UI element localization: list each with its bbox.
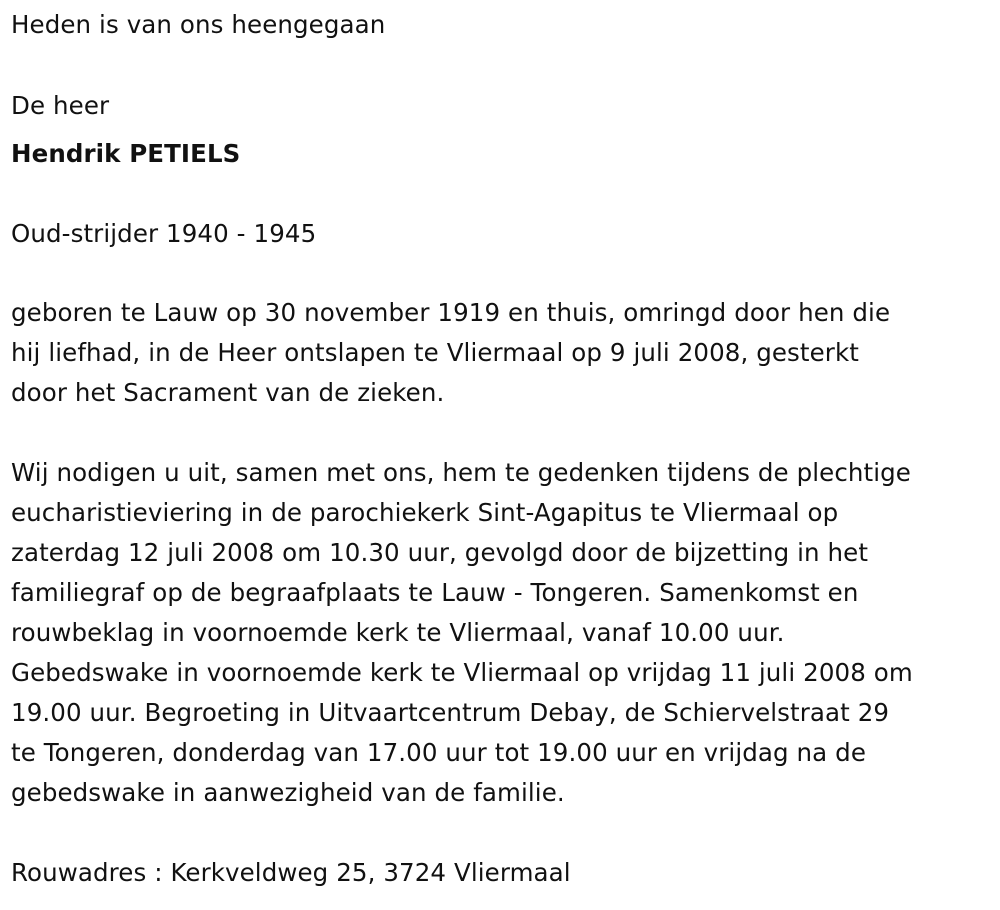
paragraph-line: geboren te Lauw op 30 november 1919 en thuis, omringd door hen die bbox=[11, 298, 891, 327]
ceremony-paragraph bbox=[11, 453, 986, 813]
paragraph-line: te Tongeren, donderdag van 17.00 uur tot 19.00 uur en vrijdag na de bbox=[11, 738, 866, 767]
salutation-text: De heer bbox=[11, 91, 110, 120]
mourning-address: Rouwadres : Kerkveldweg 25, 3724 Vliermaal bbox=[11, 858, 571, 887]
paragraph-line: eucharistieviering in de parochiekerk Sint-Agapitus te Vliermaal op bbox=[11, 498, 839, 527]
birth-death-paragraph bbox=[11, 293, 986, 413]
paragraph-line: rouwbeklag in voornoemde kerk te Vliermaal, vanaf 10.00 uur. bbox=[11, 618, 785, 647]
deceased-name: Hendrik PETIELS bbox=[11, 139, 241, 168]
intro-text: Heden is van ons heengegaan bbox=[11, 10, 386, 39]
paragraph-line: gebedswake in aanwezigheid van de familie. bbox=[11, 778, 565, 807]
paragraph-line: zaterdag 12 juli 2008 om 10.30 uur, gevolgd door de bijzetting in het bbox=[11, 538, 869, 567]
paragraph-line: Wij nodigen u uit, samen met ons, hem te gedenken tijdens de plechtige bbox=[11, 458, 911, 487]
paragraph-line: familiegraf op de begraafplaats te Lauw - Tongeren. Samenkomst en bbox=[11, 578, 859, 607]
paragraph-line: Gebedswake in voornoemde kerk te Vliermaal op vrijdag 11 juli 2008 om bbox=[11, 658, 913, 687]
veteran-title: Oud-strijder 1940 - 1945 bbox=[11, 219, 317, 248]
paragraph-line: door het Sacrament van de zieken. bbox=[11, 378, 445, 407]
paragraph-line: 19.00 uur. Begroeting in Uitvaartcentrum Debay, de Schiervelstraat 29 bbox=[11, 698, 890, 727]
paragraph-line: hij liefhad, in de Heer ontslapen te Vliermaal op 9 juli 2008, gesterkt bbox=[11, 338, 859, 367]
